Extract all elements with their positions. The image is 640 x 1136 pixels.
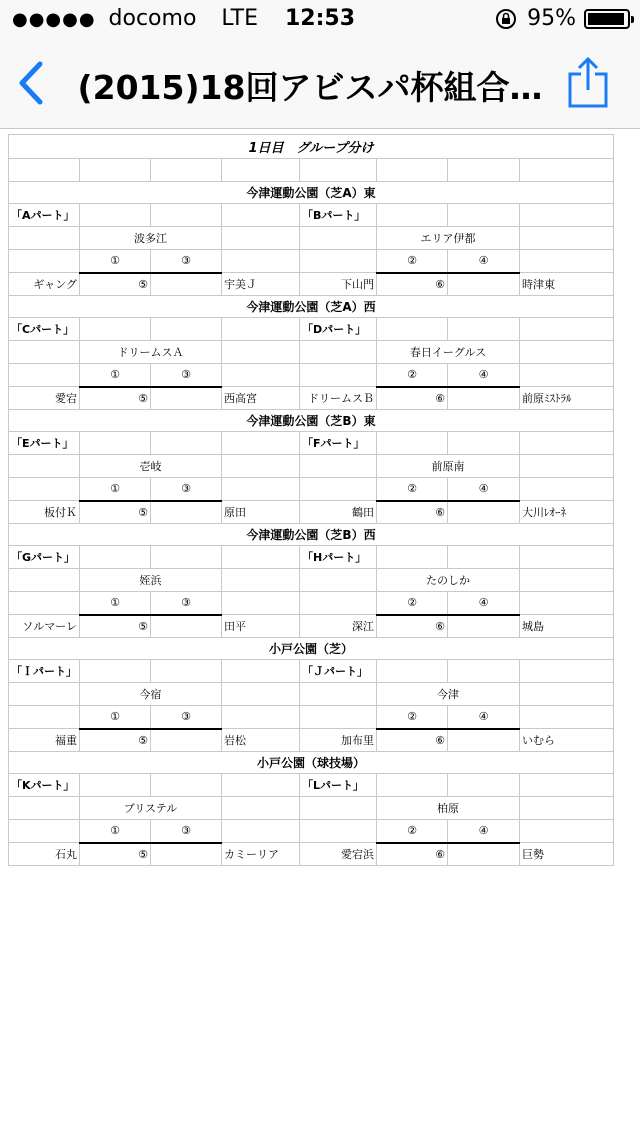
team-name: ギャング: [9, 273, 80, 296]
match-number: ④: [448, 592, 520, 615]
top-team-row: [9, 797, 614, 820]
venue-row: [9, 410, 614, 432]
carrier-name: docomo: [108, 6, 197, 31]
team-name: 愛宕: [9, 387, 80, 410]
match-number: ②: [377, 250, 448, 273]
venue-row: [9, 524, 614, 546]
top-team-row: [9, 683, 614, 706]
match-number-row: [9, 478, 614, 501]
venue-row: [9, 296, 614, 318]
page-title: (2015)18回アビスパ杯組合…: [77, 68, 543, 107]
match-number-row: [9, 820, 614, 843]
network-type: LTE: [221, 6, 258, 31]
part-label: 「Cパート」: [9, 318, 80, 341]
team-name: 大川ﾚｵｰﾈ: [520, 501, 614, 524]
bottom-teams-row: [9, 387, 614, 410]
bottom-teams-row: [9, 843, 614, 866]
team-name: 春日イーグルス: [377, 341, 520, 364]
match-number: ①: [80, 364, 151, 387]
team-name: エリア伊都: [377, 227, 520, 250]
match-number: ⑥: [377, 615, 448, 638]
team-name: 石丸: [9, 843, 80, 866]
venue-heading: 小戸公園（芝）: [9, 638, 614, 660]
part-label: 「Kパート」: [9, 774, 80, 797]
blank-row: [9, 159, 614, 182]
group-table: [8, 134, 614, 866]
part-label: 「Dパート」: [300, 318, 377, 341]
part-label: 「Fパート」: [300, 432, 377, 455]
match-number: ⑥: [377, 843, 448, 866]
match-number: ②: [377, 820, 448, 843]
top-team-row: [9, 455, 614, 478]
part-row: [9, 318, 614, 341]
part-label: 「Lパート」: [300, 774, 377, 797]
venue-row: [9, 638, 614, 660]
top-team-row: [9, 569, 614, 592]
chevron-left-icon[interactable]: [12, 58, 52, 108]
team-name: ドリームスＡ: [80, 341, 222, 364]
match-number: ⑥: [377, 387, 448, 410]
venue-heading: 小戸公園（球技場）: [9, 752, 614, 774]
bottom-teams-row: [9, 501, 614, 524]
match-number: ⑤: [80, 615, 151, 638]
match-number: ④: [448, 478, 520, 501]
part-row: [9, 204, 614, 227]
venue-heading: 今津運動公園（芝A）東: [9, 182, 614, 204]
match-number: ②: [377, 478, 448, 501]
team-name: 今宿: [80, 683, 222, 706]
match-number: ③: [151, 820, 222, 843]
part-label: 「Gパート」: [9, 546, 80, 569]
battery-percent: 95%: [527, 6, 576, 31]
rotation-lock-icon: [495, 8, 517, 30]
team-name: 柏原: [377, 797, 520, 820]
match-number: ②: [377, 364, 448, 387]
signal-strength-icon: ●●●●●: [12, 9, 96, 30]
match-number-row: [9, 592, 614, 615]
team-name: 前原南: [377, 455, 520, 478]
team-name: 板付Ｋ: [9, 501, 80, 524]
part-row: [9, 774, 614, 797]
match-number-row: [9, 250, 614, 273]
match-number: ④: [448, 250, 520, 273]
team-name: 岩松: [222, 729, 300, 752]
match-number: ④: [448, 364, 520, 387]
match-number: ③: [151, 706, 222, 729]
part-label: 「Ｊパート」: [300, 660, 377, 683]
clock: 12:53: [284, 6, 356, 31]
team-name: ソルマーレ: [9, 615, 80, 638]
team-name: 壱岐: [80, 455, 222, 478]
team-name: ドリームスＢ: [300, 387, 377, 410]
match-number: ⑥: [377, 273, 448, 296]
document-sheet: [8, 134, 613, 866]
team-name: 城島: [520, 615, 614, 638]
match-number: ①: [80, 592, 151, 615]
top-team-row: [9, 341, 614, 364]
match-number-row: [9, 706, 614, 729]
team-name: 愛宕浜: [300, 843, 377, 866]
venue-heading: 今津運動公園（芝B）東: [9, 410, 614, 432]
team-name: 今津: [377, 683, 520, 706]
team-name: 前原ﾐｽﾄﾗﾙ: [520, 387, 614, 410]
part-row: [9, 660, 614, 683]
team-name: 田平: [222, 615, 300, 638]
team-name: 姪浜: [80, 569, 222, 592]
team-name: 波多江: [80, 227, 222, 250]
team-name: 深江: [300, 615, 377, 638]
team-name: 宇美Ｊ: [222, 273, 300, 296]
part-label: 「Ｉパート」: [9, 660, 80, 683]
match-number: ④: [448, 820, 520, 843]
top-bar: [0, 0, 640, 129]
match-number: ①: [80, 478, 151, 501]
match-number: ①: [80, 706, 151, 729]
top-team-row: [9, 227, 614, 250]
match-number: ⑥: [377, 729, 448, 752]
match-number: ⑤: [80, 501, 151, 524]
team-name: 巨勢: [520, 843, 614, 866]
venue-heading: 今津運動公園（芝A）西: [9, 296, 614, 318]
venue-heading: 今津運動公園（芝B）西: [9, 524, 614, 546]
match-number: ⑤: [80, 729, 151, 752]
team-name: 原田: [222, 501, 300, 524]
venue-row: [9, 752, 614, 774]
venue-row: [9, 182, 614, 204]
team-name: ブリステル: [80, 797, 222, 820]
match-number: ③: [151, 250, 222, 273]
part-label: 「Aパート」: [9, 204, 80, 227]
match-number: ①: [80, 820, 151, 843]
team-name: 鶴田: [300, 501, 377, 524]
team-name: 西高宮: [222, 387, 300, 410]
bottom-teams-row: [9, 615, 614, 638]
team-name: いむら: [520, 729, 614, 752]
part-label: 「Hパート」: [300, 546, 377, 569]
team-name: 下山門: [300, 273, 377, 296]
share-icon[interactable]: [566, 56, 610, 110]
team-name: たのしか: [377, 569, 520, 592]
match-number: ③: [151, 364, 222, 387]
status-bar: [0, 0, 640, 40]
match-number-row: [9, 364, 614, 387]
part-row: [9, 546, 614, 569]
team-name: 福重: [9, 729, 80, 752]
team-name: 加布里: [300, 729, 377, 752]
match-number: ⑥: [377, 501, 448, 524]
team-name: カミーリア: [222, 843, 300, 866]
match-number: ⑤: [80, 273, 151, 296]
part-row: [9, 432, 614, 455]
match-number: ③: [151, 592, 222, 615]
bottom-teams-row: [9, 273, 614, 296]
team-name: 時津東: [520, 273, 614, 296]
battery-icon: [584, 9, 630, 29]
part-label: 「Eパート」: [9, 432, 80, 455]
match-number: ③: [151, 478, 222, 501]
bottom-teams-row: [9, 729, 614, 752]
match-number: ⑤: [80, 843, 151, 866]
match-number: ④: [448, 706, 520, 729]
match-number: ②: [377, 592, 448, 615]
part-label: 「Bパート」: [300, 204, 377, 227]
match-number: ⑤: [80, 387, 151, 410]
match-number: ①: [80, 250, 151, 273]
sheet-title: 1日目 グループ分け: [9, 135, 614, 159]
match-number: ②: [377, 706, 448, 729]
